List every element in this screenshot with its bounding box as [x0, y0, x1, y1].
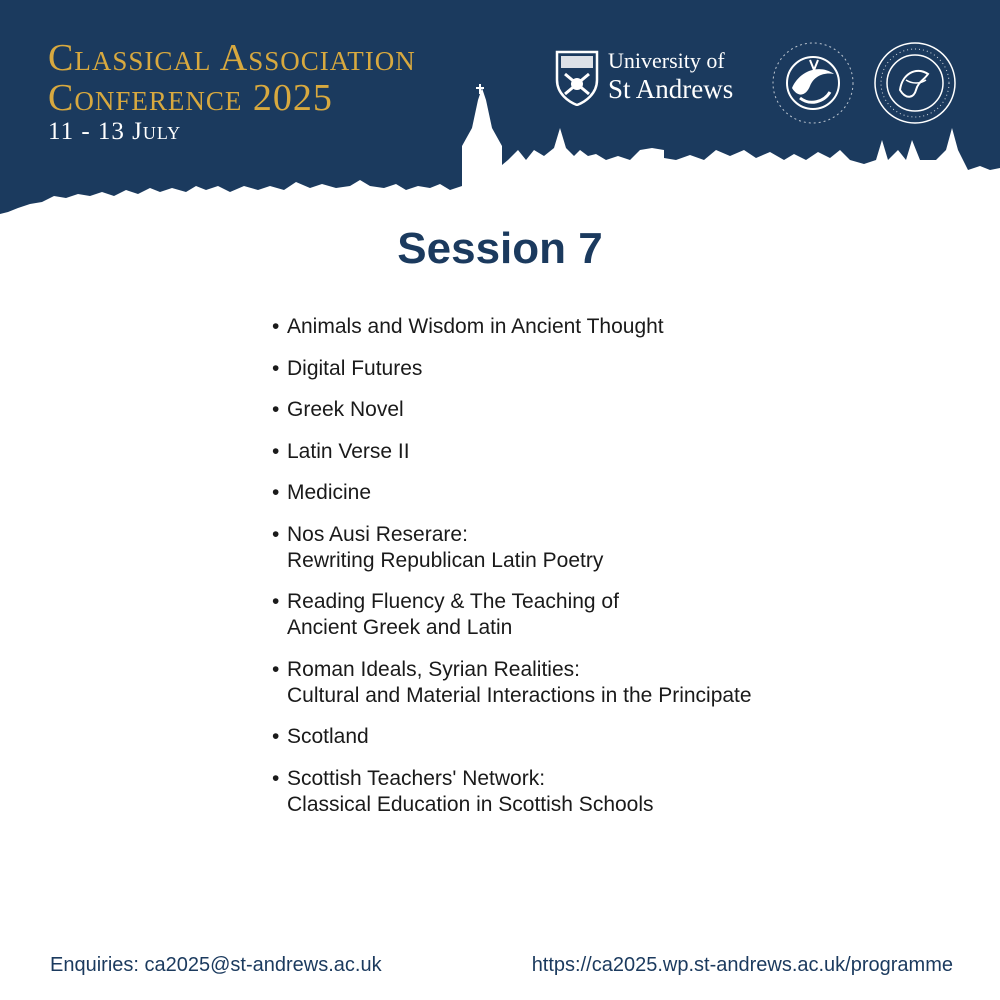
- classical-association-scotland-logo: [872, 40, 958, 126]
- topic-item: [272, 724, 872, 750]
- bullet-icon: •: [272, 590, 280, 613]
- conference-dates: 11 - 13 July: [48, 118, 182, 145]
- university-logo: [555, 48, 755, 110]
- bullet-icon: •: [272, 398, 280, 421]
- topic-text: Animals and Wisdom in Ancient Thought: [287, 315, 664, 338]
- topic-text: Roman Ideals, Syrian Realities:: [287, 657, 580, 681]
- conference-title-line2: Conference 2025: [48, 77, 333, 119]
- topic-text: Reading Fluency & The Teaching of: [287, 590, 619, 613]
- topic-text: Scottish Teachers' Network:: [287, 766, 546, 790]
- conference-title-line1: Classical Association: [48, 37, 416, 79]
- bullet-icon: •: [272, 522, 280, 546]
- topic-item: [272, 397, 872, 423]
- university-name-line2: St Andrews: [608, 74, 734, 104]
- topic-item: [272, 522, 872, 574]
- topic-text: Ancient Greek and Latin: [287, 616, 513, 639]
- enquiries-text: Enquiries: ca2025@st-andrews.ac.uk: [50, 954, 382, 976]
- university-name-line1: University of: [608, 48, 725, 73]
- topic-text: Greek Novel: [287, 398, 404, 421]
- classical-association-logo: [770, 40, 856, 126]
- topic-text: Latin Verse II: [287, 439, 410, 463]
- topic-text: Digital Futures: [287, 356, 423, 380]
- bullet-icon: •: [272, 766, 280, 790]
- session-title: Session 7: [397, 224, 603, 273]
- topic-item: [272, 439, 872, 465]
- programme-url[interactable]: https://ca2025.wp.st-andrews.ac.uk/programme: [531, 954, 953, 976]
- bullet-icon: •: [272, 356, 280, 380]
- bullet-icon: •: [272, 439, 280, 463]
- bullet-icon: •: [272, 657, 280, 681]
- header-banner: [0, 0, 1000, 250]
- topic-list: [272, 314, 872, 833]
- bullet-icon: •: [272, 725, 280, 748]
- topic-item: [272, 657, 872, 709]
- topic-text: Medicine: [287, 481, 372, 504]
- topic-text: Classical Education in Scottish Schools: [287, 792, 654, 816]
- topic-text: Nos Ausi Reserare:: [287, 522, 468, 546]
- university-shield-icon: [555, 50, 599, 106]
- topic-item: [272, 314, 872, 340]
- topic-text: Rewriting Republican Latin Poetry: [287, 548, 604, 572]
- topic-text: Scotland: [287, 725, 369, 748]
- topic-item: [272, 589, 872, 641]
- topic-item: [272, 766, 872, 818]
- topic-text: Cultural and Material Interactions in the Principate: [287, 683, 752, 707]
- bullet-icon: •: [272, 481, 280, 504]
- topic-item: [272, 356, 872, 382]
- topic-item: [272, 480, 872, 506]
- bullet-icon: •: [272, 315, 280, 338]
- conference-title: [48, 38, 416, 118]
